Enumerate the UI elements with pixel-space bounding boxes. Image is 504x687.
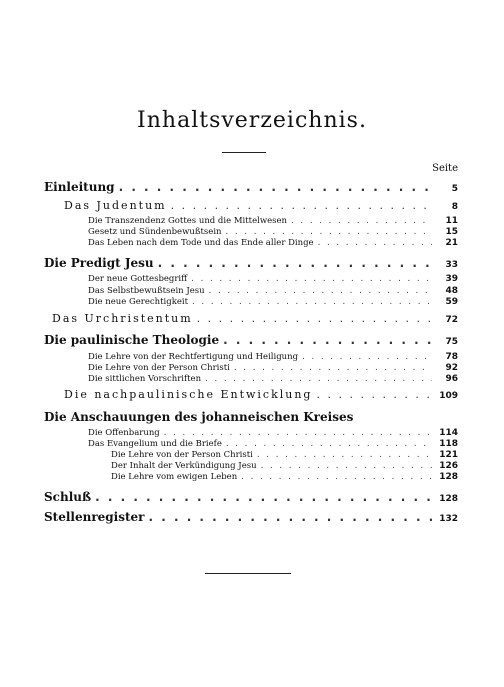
toc-entry-title: Die sittlichen Vorschriften [88,374,202,384]
leader-dots [95,490,432,504]
leader-dots [164,428,432,438]
toc-entry-page: 78 [445,352,458,362]
toc-entry [44,510,458,524]
toc-entry-page: 72 [445,315,458,325]
toc-entry-page: 126 [439,461,458,471]
toc-entry-page: 96 [445,374,458,384]
leader-dots [197,312,432,325]
toc-entry-title: Die Lehre von der Person Christi [88,363,230,373]
toc-entry-page: 59 [445,297,458,307]
leader-dots [209,286,432,296]
toc-entry-page: 109 [439,391,458,401]
leader-dots [234,363,432,373]
toc-entry-page: 21 [445,238,458,248]
toc-entry [111,472,458,482]
toc-entry-page: 15 [445,227,458,237]
toc-entry [111,461,458,471]
toc-entry-title: Die Lehre von der Rechtfertigung und Heiligung [88,352,299,362]
toc-entry-title: Das Selbstbewußtsein Jesu [88,286,205,296]
toc-entry-page: 48 [445,286,458,296]
leader-dots [261,461,432,471]
page-column-header: Seite [432,163,458,174]
leader-dots [148,510,432,524]
bottom-divider [205,573,291,574]
toc-entry-page: 33 [445,260,458,270]
toc-entry-page: 8 [451,202,458,212]
toc-entry [88,286,458,296]
leader-dots [158,256,432,270]
toc-entry-page: 121 [439,450,458,460]
toc-entry-title: Die neue Gerechtigkeit [88,297,189,307]
leader-dots [318,238,432,248]
leader-dots [241,472,432,482]
toc-entry [44,256,458,270]
toc-entry [88,374,458,384]
toc-entry-title: Der neue Gottesbegriff [88,274,188,284]
toc-entry-title: Das Judentum [64,199,167,212]
toc-entry-title: Die Predigt Jesu [44,256,154,270]
toc-entry [88,428,458,438]
leader-dots [257,450,432,460]
toc-entry-page: 39 [445,274,458,284]
toc-entry [88,352,458,362]
toc-entry-title: Gesetz und Sündenbewußtsein [88,227,222,237]
toc-entry-title: Schluß [44,490,92,504]
toc-entry [44,410,458,424]
toc-entry-title: Die Lehre vom ewigen Leben [111,472,238,482]
toc-entry-title: Einleitung [44,180,115,194]
toc-entry-title: Die paulinische Theologie [44,333,220,347]
leader-dots [192,297,432,307]
leader-dots [226,227,432,237]
toc-entry [88,216,458,226]
toc-entry-page: 75 [445,337,458,347]
toc-entry [88,363,458,373]
toc-entry [88,297,458,307]
toc-entry [44,333,458,347]
toc-entry [88,274,458,284]
toc-entry-page: 114 [439,428,458,438]
toc-entry-title: Die Lehre von der Person Christi [111,450,253,460]
page-title: Inhaltsverzeichnis. [137,108,367,133]
toc-entry-page: 128 [439,494,458,504]
toc-entry-title: Die nachpaulinische Entwicklung [64,388,313,401]
toc-entry [44,180,458,194]
leader-dots [191,274,432,284]
toc-entry [111,450,458,460]
toc-entry-page: 11 [445,216,458,226]
toc-entry-title: Das Leben nach dem Tode und das Ende aller Dinge [88,238,314,248]
toc-entry-page: 128 [439,472,458,482]
leader-dots [119,180,432,194]
leader-dots [302,352,432,362]
leader-dots [316,388,432,401]
leader-dots [291,216,432,226]
leader-dots [223,333,432,347]
toc-entry [64,388,458,401]
toc-entry-title: Die Transzendenz Gottes und die Mittelwesen [88,216,288,226]
leader-dots [226,439,432,449]
toc-entry-page: 5 [451,184,458,194]
toc-entry [44,490,458,504]
toc-entry [88,227,458,237]
toc-entry [52,312,458,325]
toc-entry-title: Das Urchristentum [52,312,193,325]
toc-entry-page: 118 [439,439,458,449]
leader-dots [171,199,432,212]
toc-entry [88,439,458,449]
toc-entry-title: Die Anschauungen des johanneischen Kreises [44,410,354,424]
leader-dots [205,374,432,384]
toc-entry-page: 132 [439,514,458,524]
toc-entry [64,199,458,212]
toc-entry-title: Das Evangelium und die Briefe [88,439,222,449]
toc-entry-title: Die Offenbarung [88,428,160,438]
title-divider [222,152,266,153]
toc-entry-page: 92 [445,363,458,373]
toc-entry-title: Stellenregister [44,510,145,524]
toc-entry [88,238,458,248]
toc-entry-title: Der Inhalt der Verkündigung Jesu [111,461,257,471]
